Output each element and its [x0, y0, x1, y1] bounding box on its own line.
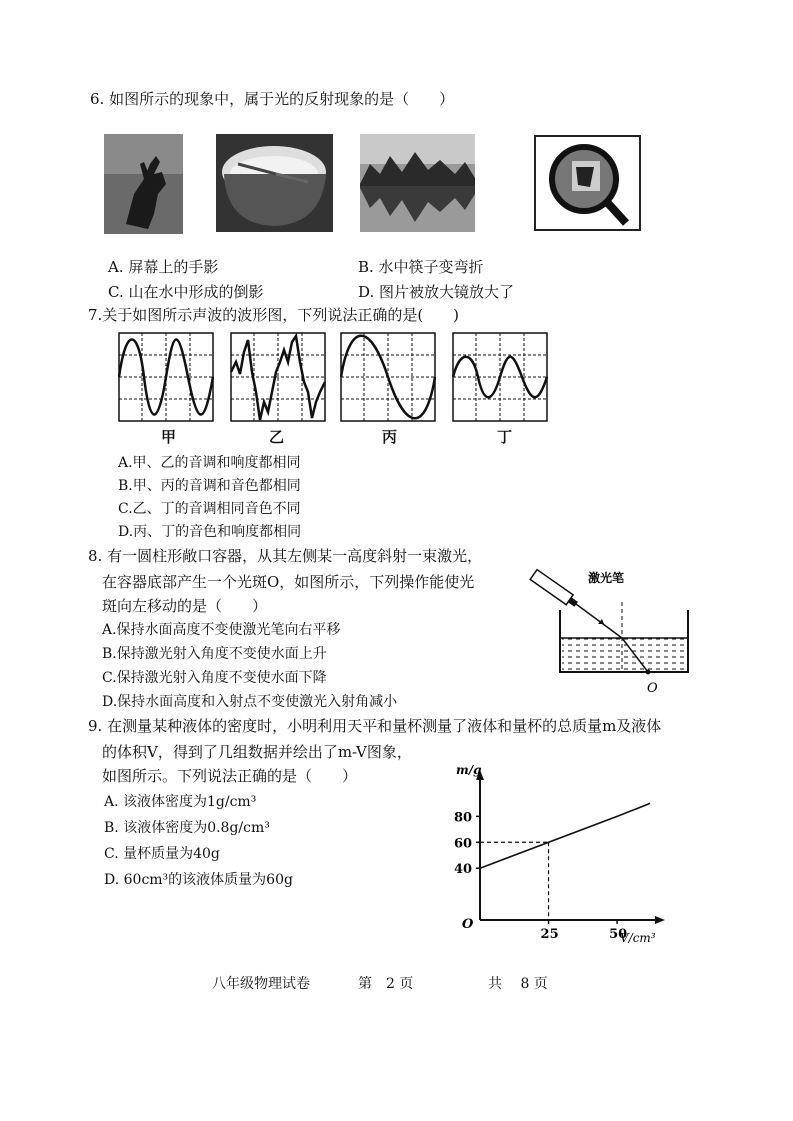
photo-chopsticks-bowl — [216, 134, 333, 232]
q6-option-c: C. 山在水中形成的倒影 — [108, 283, 264, 301]
footer-page: 第 2 页 — [358, 976, 414, 992]
footer-subject: 八年级物理试卷 — [212, 976, 310, 992]
waveform-jia — [118, 332, 214, 422]
origin-label: O — [462, 917, 474, 932]
mv-chart — [440, 760, 670, 950]
q9-option-a: A. 该液体密度为1g/cm³ — [104, 794, 257, 810]
wave-label-ding: 丁 — [497, 428, 513, 446]
q9-stem-line1: 9. 在测量某种液体的密度时，小明利用天平和量杯测量了液体和量杯的总质量m及液体 — [88, 717, 662, 735]
q6-stem: 6. 如图所示的现象中，属于光的反射现象的是（ ） — [90, 90, 455, 108]
q7-option-a: A.甲、乙的音调和响度都相同 — [118, 455, 301, 471]
q8-stem-line3: 斑向左移动的是（ ） — [102, 597, 268, 615]
q8-option-c: C.保持激光射入角度不变使水面下降 — [102, 670, 327, 686]
waveform-ding — [452, 332, 548, 422]
spot-label: O — [647, 681, 658, 696]
laser-container-figure — [520, 558, 700, 698]
q7-option-b: B.甲、丙的音调和音色都相同 — [118, 478, 301, 494]
photo-mountain-reflection — [360, 134, 475, 232]
q7-option-d: D.丙、丁的音色和响度都相同 — [118, 524, 302, 540]
y-axis-label: m/g — [456, 763, 482, 777]
q6-option-b: B. 水中筷子变弯折 — [358, 258, 484, 276]
q7-option-c: C.乙、丁的音调相同音色不同 — [118, 501, 301, 517]
x-tick-label-25: 25 — [540, 927, 559, 942]
q9-option-c: C. 量杯质量为40g — [104, 846, 220, 862]
q6-option-a: A. 屏幕上的手影 — [108, 258, 219, 276]
q8-stem-line2: 在容器底部产生一个光斑O，如图所示，下列操作能使光 — [102, 573, 475, 591]
wave-label-yi: 乙 — [269, 428, 285, 446]
wave-label-bing: 丙 — [382, 428, 398, 446]
x-tick-label-50: 50 — [609, 927, 628, 942]
q8-option-b: B.保持激光射入角度不变使水面上升 — [102, 646, 327, 662]
q8-stem-line1: 8. 有一圆柱形敞口容器，从其左侧某一高度斜射一束激光， — [88, 547, 483, 565]
series-line-m-v — [480, 803, 650, 868]
q9-option-b: B. 该液体密度为0.8g/cm³ — [104, 820, 270, 836]
chart-axes — [476, 770, 665, 924]
x-axis-label: V/cm³ — [620, 931, 656, 945]
waveform-yi — [230, 332, 326, 422]
laser-pen-label: 激光笔 — [588, 571, 625, 585]
q7-stem: 7.关于如图所示声波的波形图，下列说法正确的是( ) — [88, 306, 460, 324]
waveform-bing — [340, 332, 436, 422]
y-tick-label-60: 60 — [454, 836, 473, 852]
q9-stem-line3: 如图所示。下列说法正确的是（ ） — [102, 767, 358, 785]
y-tick-label-80: 80 — [454, 810, 473, 826]
footer-total: 共 8 页 — [488, 976, 548, 992]
wave-label-jia: 甲 — [161, 428, 177, 446]
q9-option-d: D. 60cm³的该液体质量为60g — [104, 872, 293, 888]
photo-magnifier — [534, 135, 641, 231]
q9-stem-line2: 的体积V，得到了几组数据并绘出了m-V图象， — [102, 743, 412, 761]
q8-option-d: D.保持水面高度和入射点不变使激光入射角减小 — [102, 694, 398, 710]
q6-option-d: D. 图片被放大镜放大了 — [358, 283, 515, 301]
y-tick-label-40: 40 — [454, 862, 473, 878]
q8-option-a: A.保持水面高度不变使激光笔向右平移 — [102, 622, 341, 638]
photo-hand-shadow — [104, 134, 183, 234]
